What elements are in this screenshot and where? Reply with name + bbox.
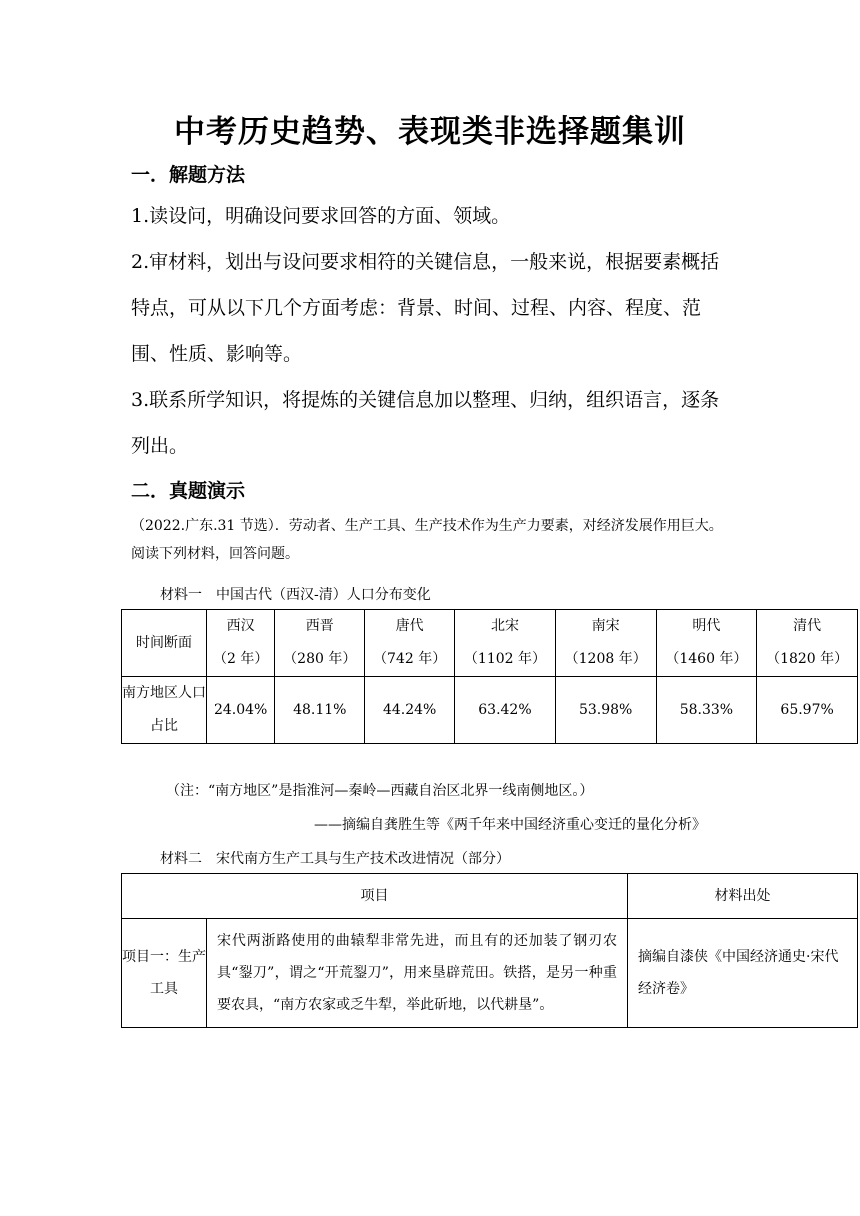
method-item-3: 3.联系所学知识，将提炼的关键信息加以整理、归纳，组织语言，逐条列出。 — [131, 389, 720, 457]
material2-caption: 材料二 宋代南方生产工具与生产技术改进情况（部分） — [160, 851, 510, 867]
row-source-tools: 摘编自漆侠《中国经济通史·宋代经济卷》 — [628, 919, 858, 1028]
period-cell — [455, 610, 556, 677]
share-value: 53.98% — [555, 677, 656, 744]
row-header-time: 时间断面 — [122, 610, 207, 677]
period-cell — [555, 610, 656, 677]
period-year: （1820 年） — [766, 651, 849, 667]
row-label-tools: 项目一：生产工具 — [122, 919, 207, 1028]
period-name: 北宋 — [490, 618, 519, 634]
period-name: 明代 — [692, 618, 721, 634]
period-cell — [757, 610, 858, 677]
period-year: （1208 年） — [564, 651, 647, 667]
material1-caption: 材料一 中国古代（西汉-清）人口分布变化 — [160, 587, 431, 603]
row-header-share: 南方地区人口占比 — [122, 677, 207, 744]
material1-source: ——摘编自龚胜生等《两千年来中国经济重心变迁的量化分析》 — [314, 817, 706, 833]
period-cell — [365, 610, 455, 677]
share-value: 65.97% — [757, 677, 858, 744]
question-intro: （2022.广东.31 节选）．劳动者、生产工具、生产技术作为生产力要素，对经济发展作用巨大。阅读下列材料，回答问题。 — [131, 518, 723, 562]
material1-note: （注：“南方地区”是指淮河—秦岭—西藏自治区北界一线南侧地区。） — [166, 783, 594, 799]
share-value: 24.04% — [207, 677, 275, 744]
period-cell — [207, 610, 275, 677]
table-row — [122, 677, 858, 744]
row-content-tools: 宋代两浙路使用的曲辕犁非常先进，而且有的还加装了钢刃农具“銐刀”，谓之“开荒銐刀”，用来垦辟荒田。铁搭，是另一种重要农具，“南方农家或乏牛犁，举此斫地，以代耕垦”。 — [207, 919, 628, 1028]
table-row — [122, 610, 858, 677]
share-value: 44.24% — [365, 677, 455, 744]
section-heading-methods: 一．解题方法 — [131, 164, 246, 186]
column-header-source: 材料出处 — [628, 874, 858, 919]
period-name: 南宋 — [591, 618, 620, 634]
share-value: 63.42% — [455, 677, 556, 744]
population-table — [121, 609, 858, 744]
period-name: 西晋 — [305, 618, 334, 634]
tools-table — [121, 873, 858, 1028]
share-value: 48.11% — [275, 677, 365, 744]
share-value: 58.33% — [656, 677, 757, 744]
table-row — [122, 874, 858, 919]
method-item-2: 2.审材料，划出与设问要求相符的关键信息，一般来说，根据要素概括特点，可从以下几个方面考虑：背景、时间、过程、内容、程度、范围、性质、影响等。 — [131, 251, 720, 365]
table-row — [122, 919, 858, 1028]
period-year: （1102 年） — [463, 651, 546, 667]
period-name: 清代 — [793, 618, 822, 634]
column-header-item: 项目 — [122, 874, 628, 919]
method-item-1: 1.读设问，明确设问要求回答的方面、领域。 — [131, 205, 511, 227]
period-year: （742 年） — [373, 651, 447, 667]
period-year: （280 年） — [283, 651, 357, 667]
period-cell — [275, 610, 365, 677]
period-cell — [656, 610, 757, 677]
page-title: 中考历史趋势、表现类非选择题集训 — [174, 114, 686, 150]
period-name: 西汉 — [226, 618, 255, 634]
period-year: （2 年） — [212, 651, 269, 667]
section-heading-examples: 二．真题演示 — [131, 480, 246, 502]
period-name: 唐代 — [395, 618, 424, 634]
period-year: （1460 年） — [665, 651, 748, 667]
